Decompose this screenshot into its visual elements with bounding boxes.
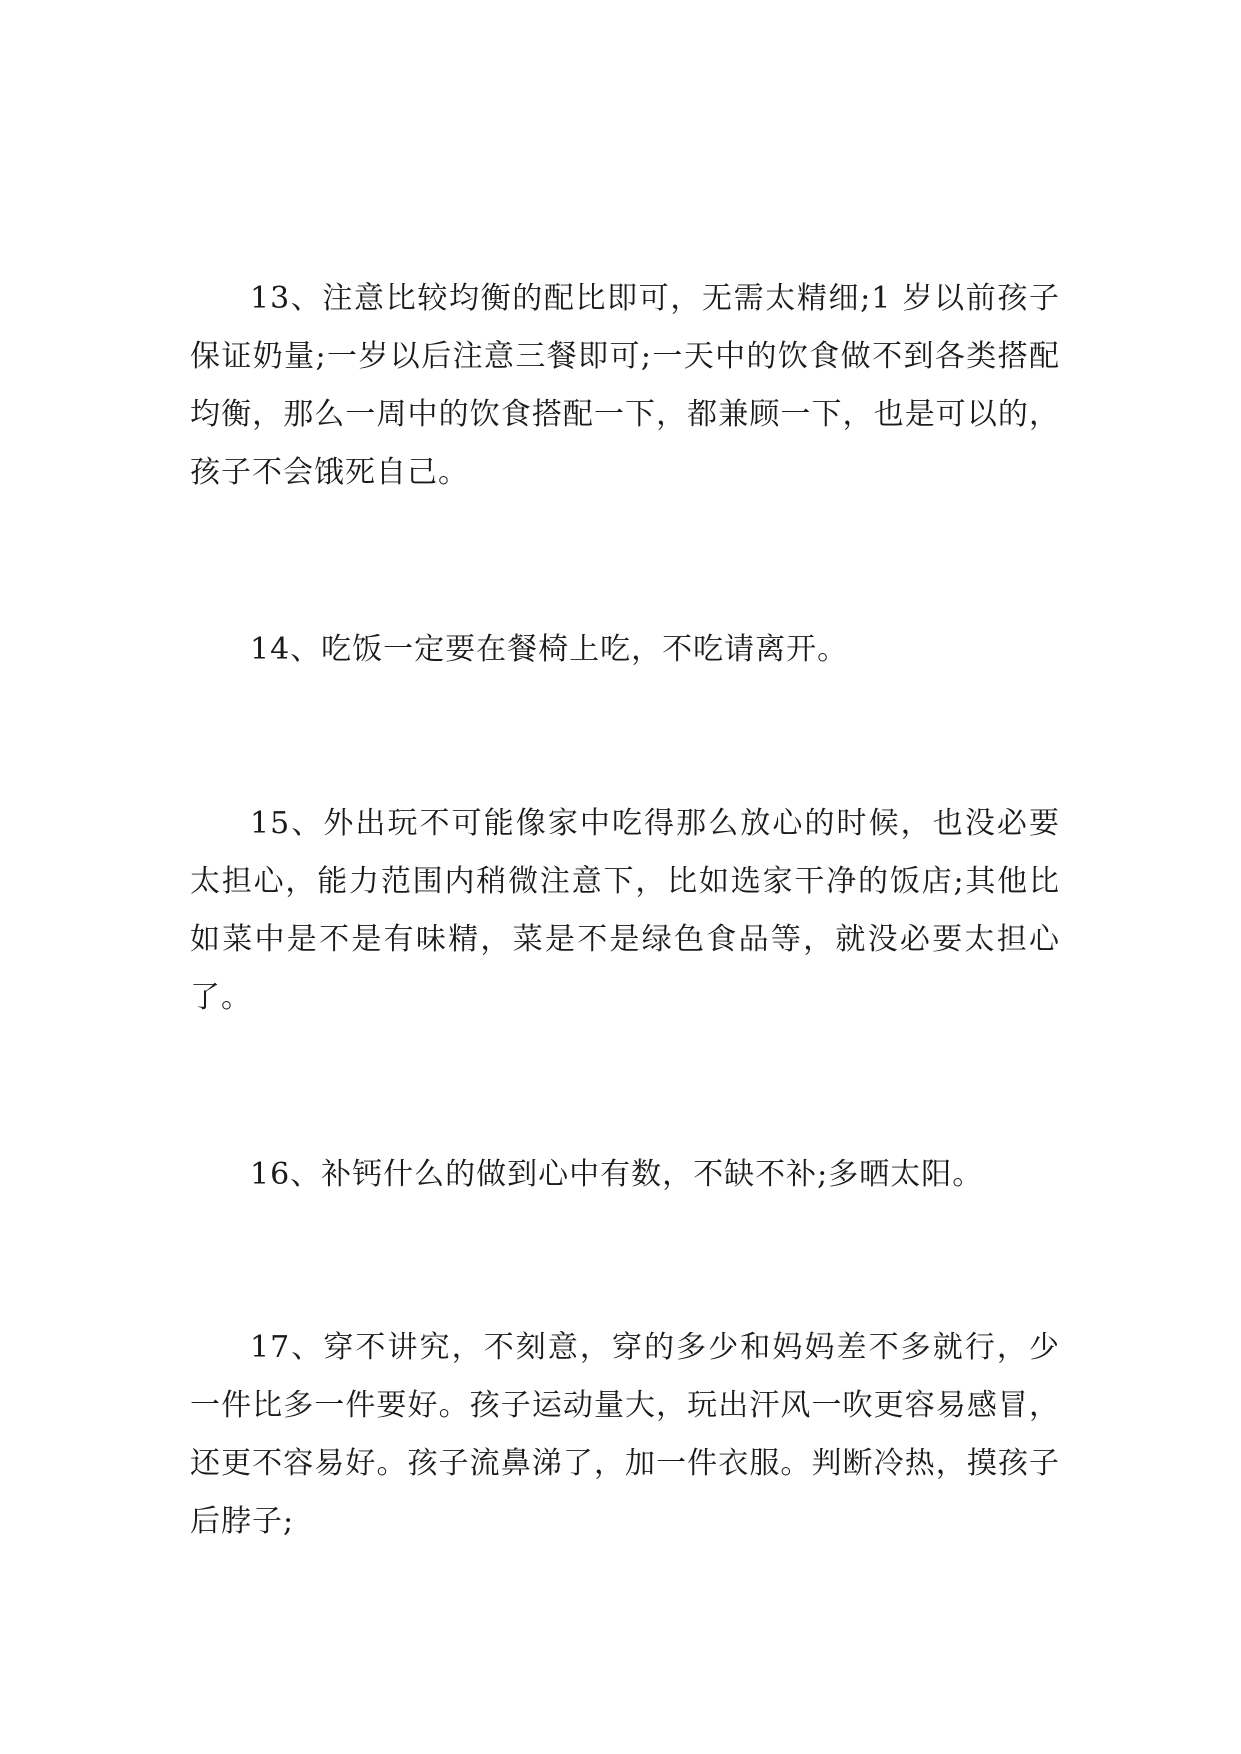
paragraph-17: 17、穿不讲究，不刻意，穿的多少和妈妈差不多就行，少一件比多一件要好。孩子运动量大，玩出汗风一吹更容易感冒，还更不容易好。孩子流鼻涕了，加一件衣服。判断冷热，摸孩子后脖子; <box>190 1330 1060 1539</box>
paragraph-16: 16、补钙什么的做到心中有数，不缺不补;多晒太阳。 <box>250 1157 984 1192</box>
paragraph-15: 15、外出玩不可能像家中吃得那么放心的时候，也没必要太担心，能力范围内稍微注意下，比如选家干净的饭店;其他比如菜中是不是有味精，菜是不是绿色食品等，就没必要太担心了。 <box>190 806 1060 1015</box>
paragraph-14: 14、吃饭一定要在餐椅上吃，不吃请离开。 <box>250 632 849 667</box>
paragraph-13: 13、注意比较均衡的配比即可，无需太精细;1 岁以前孩子保证奶量;一岁以后注意三餐即可;一天中的饮食做不到各类搭配均衡，那么一周中的饮食搭配一下，都兼顾一下，也是可以的，孩子不会饿死自己。 <box>190 281 1060 490</box>
